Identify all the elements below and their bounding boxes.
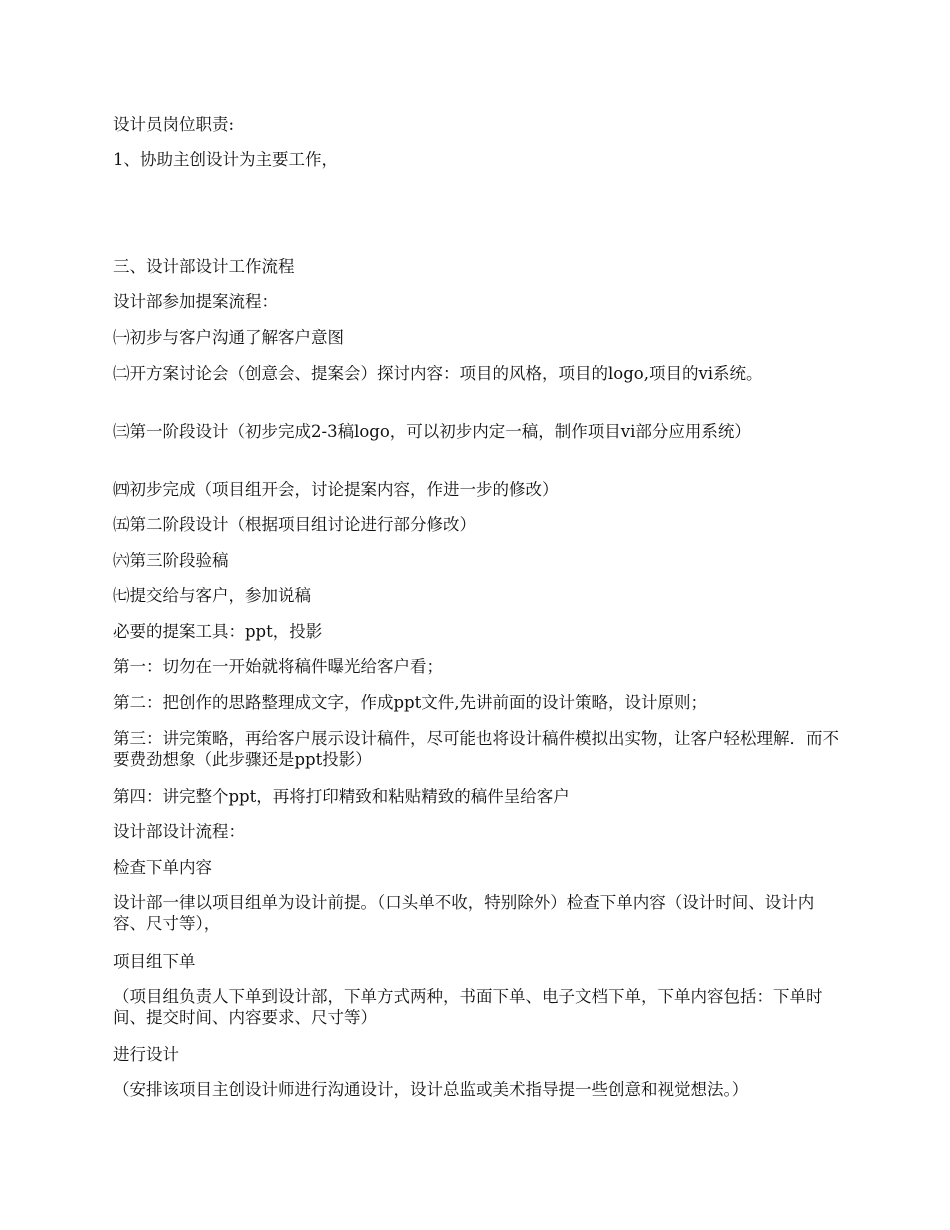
proposal-step-2: ㈡开方案讨论会（创意会、提案会）探讨内容：项目的风格，项目的logo,项目的vi系统。 [113, 364, 763, 383]
point-fourth: 第四：讲完整个ppt，再将打印精致和粘贴精致的稿件呈给客户 [113, 787, 570, 806]
check-order-heading: 检查下单内容 [113, 858, 212, 877]
proposal-step-7: ㈦提交给与客户，参加说稿 [113, 586, 311, 605]
point-second: 第二：把创作的思路整理成文字，作成ppt文件,先讲前面的设计策略，设计原则； [113, 693, 707, 712]
job-duties-heading: 设计员岗位职责: [113, 115, 235, 134]
point-third: 第三：讲完策略，再给客户展示设计稿件，尽可能也将设计稿件模拟出实物，让客户轻松理解．而不要费劲想象（此步骤还是ppt投影） [113, 729, 839, 769]
proposal-step-4: ㈣初步完成（项目组开会，讨论提案内容，作进一步的修改） [113, 480, 559, 499]
project-order-text: （项目组负责人下单到设计部，下单方式两种，书面下单、电子文档下单，下单内容包括：下单时间、提交时间、内容要求、尺寸等） [113, 987, 823, 1027]
proposal-step-5: ㈤第二阶段设计（根据项目组讨论进行部分修改） [113, 515, 476, 534]
proposal-step-1: ㈠初步与客户沟通了解客户意图 [113, 328, 344, 347]
duty-item-1: 1、协助主创设计为主要工作， [113, 150, 338, 169]
check-order-text: 设计部一律以项目组单为设计前提。（口头单不收，特别除外）检查下单内容（设计时间、设计内容、尺寸等）， [113, 893, 815, 933]
proposal-process-heading: 设计部参加提案流程： [113, 292, 278, 311]
proposal-tools: 必要的提案工具：ppt，投影 [113, 622, 323, 641]
project-order-heading: 项目组下单 [113, 952, 196, 971]
point-first: 第一：切勿在一开始就将稿件曝光给客户看； [113, 657, 443, 676]
proposal-step-3: ㈢第一阶段设计（初步完成2-3稿logo，可以初步内定一稿，制作项目vi部分应用系统） [113, 422, 751, 441]
do-design-text: （安排该项目主创设计师进行沟通设计，设计总监或美术指导提一些创意和视觉想法。） [113, 1080, 749, 1099]
do-design-heading: 进行设计 [113, 1045, 179, 1064]
section-heading-workflow: 三、设计部设计工作流程 [113, 257, 295, 276]
proposal-step-6: ㈥第三阶段验稿 [113, 551, 229, 570]
design-process-heading: 设计部设计流程： [113, 822, 245, 841]
